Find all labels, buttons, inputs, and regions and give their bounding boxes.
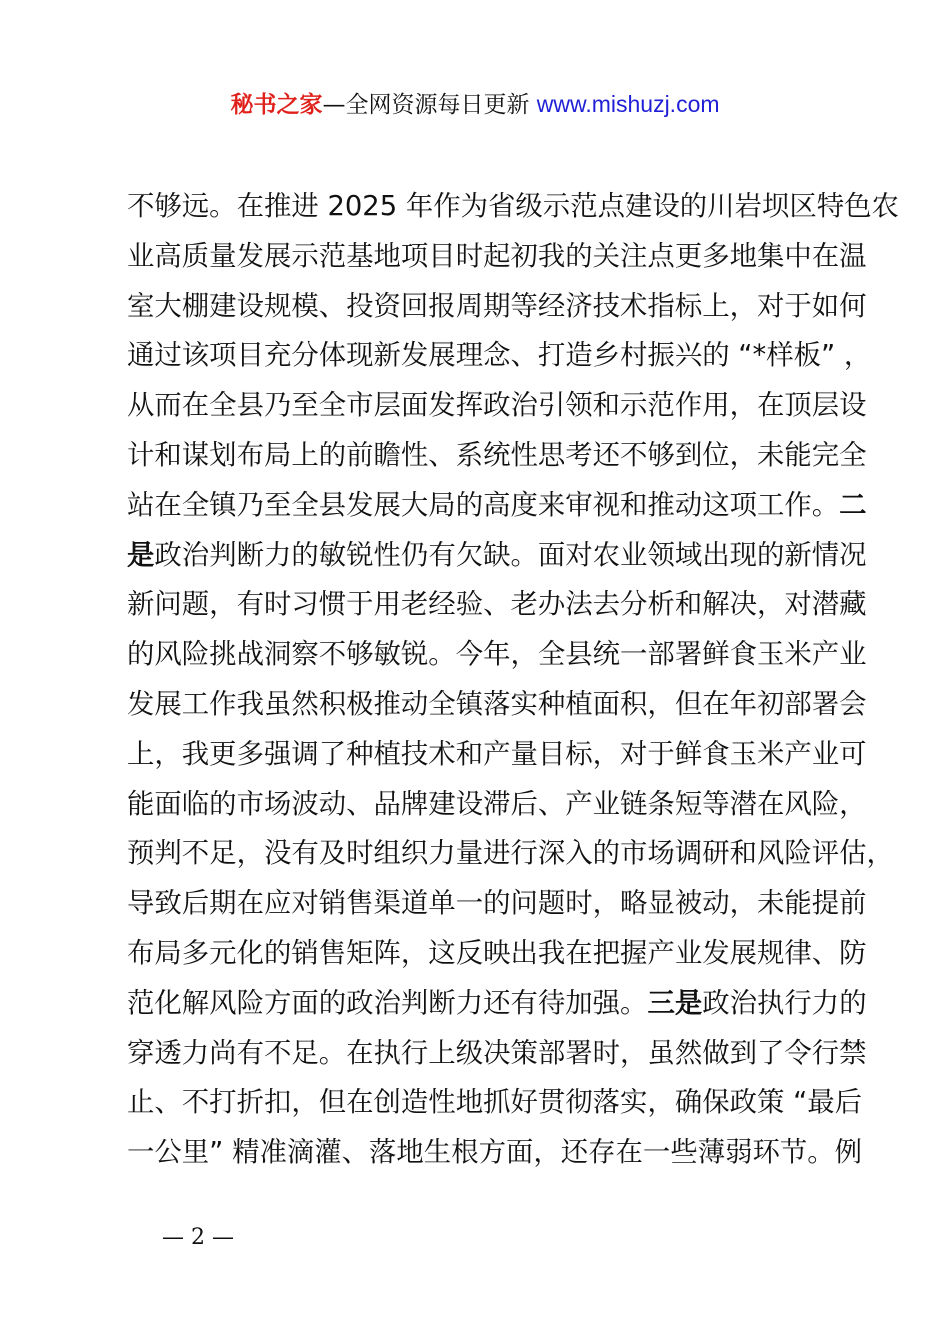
body-line-16: 布局多元化的销售矩阵，这反映出我在把握产业发展规律、防 [127,937,867,969]
body-line-15: 导致后期在应对销售渠道单一的问题时，略显被动，未能提前 [127,888,867,920]
body-line-19: 止、不打折扣，但在创造性地抓好贯彻落实，确保政策 “最后 [127,1087,863,1119]
point-two-marker: 二 [839,489,867,521]
body-line-5: 从而在全县乃至全市层面发挥政治引领和示范作用，在顶层设 [127,390,867,422]
point-three-marker: 三是 [647,987,703,1019]
body-line-9: 新问题，有时习惯于用老经验、老办法去分析和解决，对潜藏 [127,589,867,621]
body-line-2: 业高质量发展示范基地项目时起初我的关注点更多地集中在温 [127,240,867,272]
header-site-link[interactable]: www.mishuzj.com [536,91,720,117]
body-line-14: 预判不足，没有及时组织力量进行深入的市场调研和风险评估， [127,838,894,870]
body-line-11: 发展工作我虽然积极推动全镇落实种植面积，但在年初部署会 [127,688,867,720]
body-line-17: 范化解风险方面的政治判断力还有待加强。三是政治执行力的 [127,987,867,1019]
body-line-8: 是政治判断力的敏锐性仍有欠缺。面对农业领域出现的新情况 [127,539,867,571]
body-line-6: 计和谋划布局上的前瞻性、系统性思考还不够到位，未能完全 [127,439,867,471]
body-line-3: 室大棚建设规模、投资回报周期等经济技术指标上，对于如何 [127,290,867,322]
body-line-20: 一公里” 精准滴灌、落地生根方面，还存在一些薄弱环节。例 [127,1137,863,1169]
point-two-marker-cont: 是 [127,539,155,571]
body-line-13: 能面临的市场波动、品牌建设滞后、产业链条短等潜在风险， [127,788,867,820]
document-body [127,182,899,1178]
body-line-12: 上，我更多强调了种植技术和产量目标，对于鲜食玉米产业可 [127,738,867,770]
document-header [0,86,950,123]
body-line-18: 穿透力尚有不足。在执行上级决策部署时，虽然做到了令行禁 [127,1037,867,1069]
body-line-10: 的风险挑战洞察不够敏锐。今年，全县统一部署鲜食玉米产业 [127,639,867,671]
page-number: — 2 — [162,1225,234,1250]
header-brand: 秘书之家 [230,92,323,118]
header-tagline: —全网资源每日更新 [322,92,530,118]
body-line-4: 通过该项目充分体现新发展理念、打造乡村振兴的 “*样板” ， [127,340,872,372]
body-line-1: 不够远。在推进 2025 年作为省级示范点建设的川岩坝区特色农 [127,191,899,222]
body-line-7: 站在全镇乃至全县发展大局的高度来审视和推动这项工作。二 [127,489,867,521]
